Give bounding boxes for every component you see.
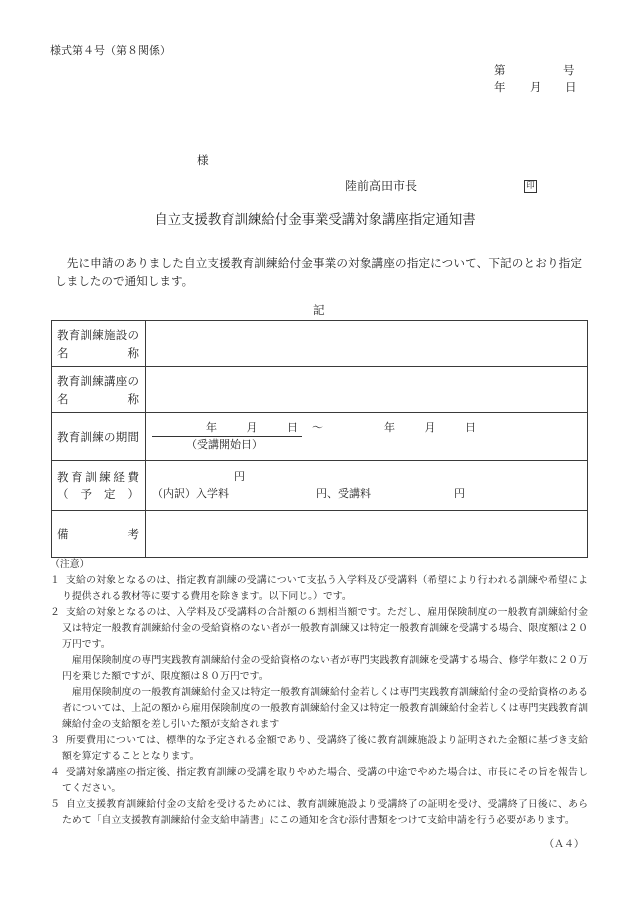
notes-section (50, 557, 588, 829)
start-date: 年 月 日 (206, 421, 301, 434)
row-label (52, 367, 146, 412)
row-label-line: 名 称 (57, 345, 139, 360)
period-separator: 〜 (312, 421, 323, 434)
notes-heading: （注意） (50, 559, 90, 570)
tuition-unit: 円 (454, 487, 465, 500)
details-table (51, 320, 588, 558)
intro-line: しましたので通知します。 (55, 274, 194, 288)
note-number: ４ (50, 767, 60, 778)
note-first-line (50, 573, 588, 589)
row-label-line: 教育訓練経費 (57, 469, 139, 484)
note-item-5 (50, 797, 588, 829)
document-number-prefix: 第 (494, 63, 506, 77)
note-line: 受講対象講座の指定後、指定教育訓練の受講を取りやめた場合、受講の中途でやめた場合は、市長にその旨を報告し (66, 767, 588, 778)
note-item-2 (50, 605, 588, 733)
note-line: 者については、上記の額から雇用保険制度の一般教育訓練給付金又は特定一般教育訓練給付金若しくは専門実践教育訓 (62, 703, 588, 714)
note-line: ためて「自立支援教育訓練給付金支給申請書」にこの通知を含む添付書類をつけて支給申請を行う必要があります。 (62, 815, 575, 826)
issue-date-year-label: 年 (494, 80, 506, 94)
intro-line: 先に申請のありました自立支援教育訓練給付金事業の対象講座の指定について、下記のとおり指定 (55, 256, 582, 270)
document-number-suffix: 号 (563, 63, 575, 77)
note-line: り提供される教材等に要する費用を除きます。以下同じ。）です。 (62, 591, 352, 602)
note-line: 支給の対象となるのは、指定教育訓練の受講について支払う入学料及び受講料（希望により行われる訓練や希望によ (66, 575, 588, 586)
end-date: 年 月 日 (384, 421, 479, 434)
document-title: 自立支援教育訓練給付金事業受講対象講座指定通知書 (154, 213, 476, 228)
note-line: 額を算定することとなります。 (62, 751, 200, 762)
row-label (52, 511, 146, 557)
recipient-honorific: 様 (197, 153, 209, 167)
paper-size-label: （Ａ４） (544, 839, 584, 850)
seal-box: 印 (524, 180, 537, 193)
facility-name-value-cell (146, 321, 587, 366)
admission-unit-tuition-label: 円、受講料 (316, 487, 371, 500)
note-number: １ (50, 575, 60, 586)
note-first-line (50, 797, 588, 813)
sender-name: 陸前高田市長 (345, 179, 418, 193)
note-line: 支給の対象となるのは、入学料及び受講料の合計額の６割相当額です。ただし、雇用保険制度の一般教育訓練給付金 (66, 607, 588, 618)
table-row-remarks (52, 511, 587, 557)
note-line: 所要費用については、標準的な予定される金額であり、受講終了後に教育訓練施設より証明された金額に基づき支給 (66, 735, 588, 746)
row-label-line: 教育訓練の期間 (57, 429, 139, 444)
total-expense-unit: 円 (234, 470, 245, 483)
row-label-line: （ 予 定 ） (57, 486, 139, 501)
table-row-facility-name (52, 321, 587, 367)
note-item-3 (50, 733, 588, 765)
record-heading: 記 (313, 303, 325, 317)
note-first-line (50, 765, 588, 781)
note-line: 又は特定一般教育訓練給付金の受給資格のない者が一般教育訓練又は特定一般教育訓練を受講する場合、限度額は２０ (62, 623, 588, 634)
note-first-line (50, 733, 588, 749)
row-label-line: 備 考 (57, 527, 139, 541)
issue-date-month-label: 月 (530, 80, 542, 94)
row-label-line: 名 称 (57, 391, 139, 406)
intro-paragraph (55, 254, 582, 290)
note-line: 雇用保険制度の専門実践教育訓練給付金の受給資格のない者が専門実践教育訓練を受講する場合、修学年数に２０万 (62, 655, 588, 666)
note-line: てください。 (62, 783, 122, 794)
note-number: ２ (50, 607, 60, 618)
note-line: 万円です。 (62, 639, 111, 650)
row-label (52, 413, 146, 460)
table-row-training-period (52, 413, 587, 461)
form-number: 様式第４号（第８関係） (50, 44, 171, 57)
note-line: 円を乗じた額ですが、限度額は８０万円です。 (62, 671, 269, 682)
note-number: ５ (50, 799, 60, 810)
training-period-value-cell (146, 413, 587, 460)
note-item-4 (50, 765, 588, 797)
table-row-training-expenses (52, 461, 587, 511)
note-line: 練給付金の支給額を差し引いた額が支給されます (62, 719, 280, 730)
table-row-course-name (52, 367, 587, 413)
issue-date-day-label: 日 (565, 80, 577, 94)
note-first-line (50, 605, 588, 621)
training-expenses-value-cell (146, 461, 587, 510)
note-number: ３ (50, 735, 60, 746)
row-label (52, 321, 146, 366)
note-line: 自立支援教育訓練給付金の支給を受けるためには、教育訓練施設より受講終了の証明を受け、受講終了日後に、あら (66, 799, 588, 810)
remarks-value-cell (146, 511, 587, 557)
row-label-line: 教育訓練施設の (57, 327, 139, 342)
breakdown-admission-label: （内訳）入学料 (152, 487, 229, 500)
row-label (52, 461, 146, 510)
start-date-note: （受講開始日） (186, 438, 263, 451)
row-label-line: 教育訓練講座の (57, 373, 139, 388)
course-name-value-cell (146, 367, 587, 412)
note-item-1 (50, 573, 588, 605)
note-line: 雇用保険制度の一般教育訓練給付金又は特定一般教育訓練給付金若しくは専門実践教育訓練給付金の受給資格のある (62, 687, 588, 698)
